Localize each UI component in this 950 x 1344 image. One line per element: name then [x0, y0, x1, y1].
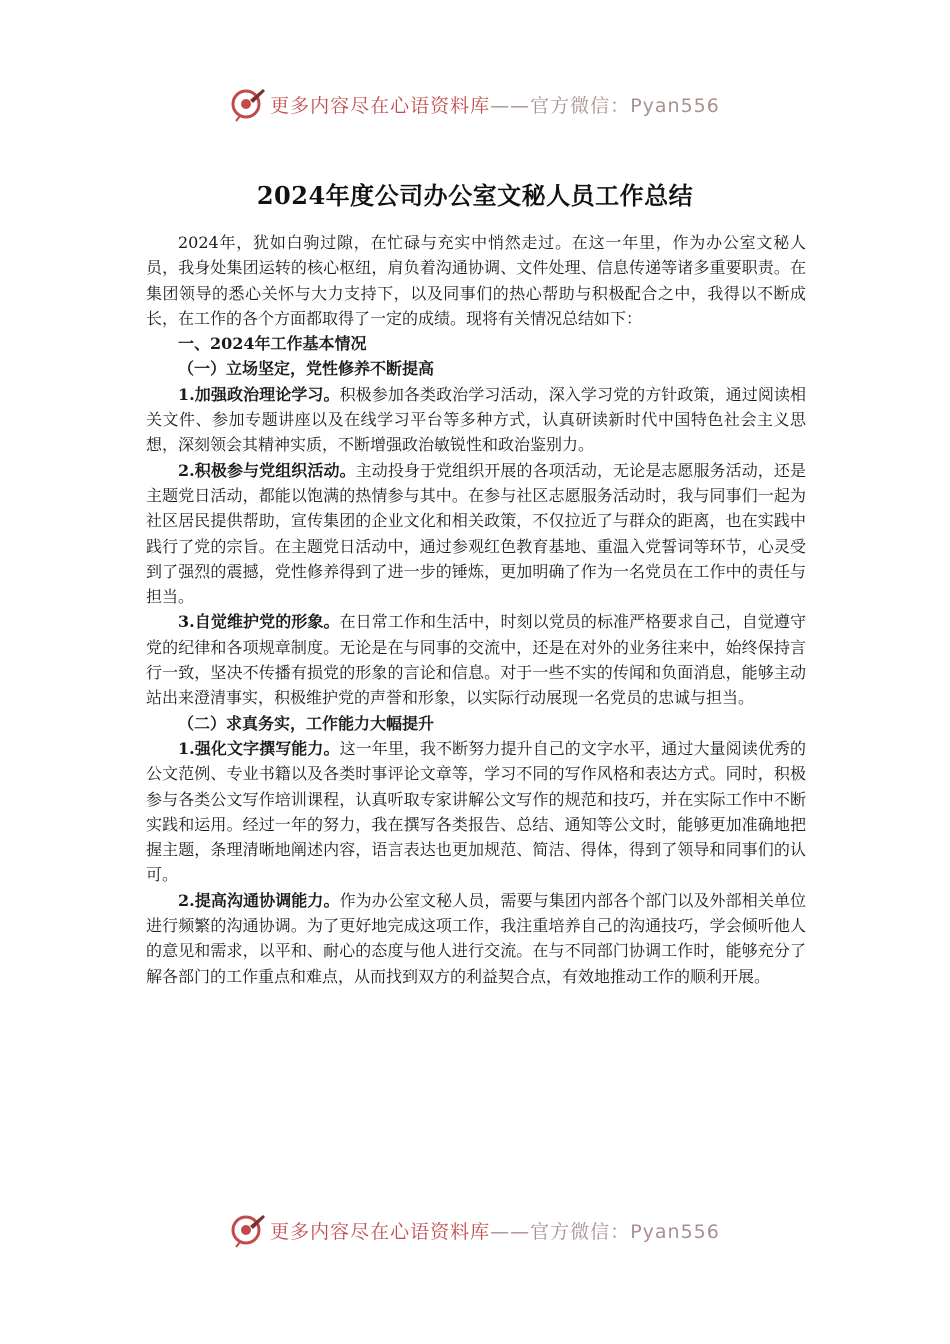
subsection-heading-1: （一）立场坚定，党性修养不断提高: [178, 359, 435, 379]
item-text: 这一年里，我不断努力提升自己的文字水平，通过大量阅读优秀的公文范例、专业书籍以及各类时事评论文章等，学习不同的写作风格和表达方式。同时，积极参与各类公文写作培训课程，认真听取专家讲解公文写作的规范和技巧，并在实际工作中不断实践和运用。经过一年的努力，我在撰写各类报告、总结、通知等公文时，能够更加准确地把握主题，条理清晰地阐述内容，语言表达也更加规范、简洁、得体，得到了领导和同事们的认可。: [146, 738, 806, 885]
item-paragraph: [146, 382, 806, 458]
watermark-separator: ——: [490, 94, 531, 117]
watermark-text: [270, 1217, 720, 1244]
item-paragraph: [146, 458, 806, 610]
subsection-heading-2: （二）求真务实，工作能力大幅提升: [178, 713, 435, 733]
intro-paragraph: 2024年，犹如白驹过隙，在忙碌与充实中悄然走过。在这一年里，作为办公室文秘人员，我身处集团运转的核心枢纽，肩负着沟通协调、文件处理、信息传递等诸多重要职责。在集团领导的悉心关怀与大力支持下，以及同事们的热心帮助与积极配合之中，我得以不断成长，在工作的各个方面都取得了一定的成绩。现将有关情况总结如下：: [146, 233, 806, 328]
item-text: 作为办公室文秘人员，需要与集团内部各个部门以及外部相关单位进行频繁的沟通协调。为了更好地完成这项工作，我注重培养自己的沟通技巧，学会倾听他人的意见和需求，以平和、耐心的态度与他人进行交流。在与不同部门协调工作时，能够充分了解各部门的工作重点和难点，从而找到双方的利益契合点，有效地推动工作的顺利开展。: [146, 890, 806, 986]
item-lead: 1.强化文字撰写能力。: [178, 738, 340, 758]
pen-logo-icon: [230, 86, 266, 122]
item-paragraph: [146, 888, 806, 989]
watermark-brand: 更多内容尽在心语资料库: [270, 94, 491, 117]
watermark-text: [270, 91, 720, 118]
watermark-banner-top: [0, 82, 950, 126]
section-heading: 一、2024年工作基本情况: [178, 334, 367, 354]
document-body: [146, 230, 806, 989]
item-text: 主动投身于党组织开展的各项活动，无论是志愿服务活动，还是主题党日活动，都能以饱满的热情参与其中。在参与社区志愿服务活动时，我与同事们一起为社区居民提供帮助，宣传集团的企业文化和相关政策，不仅拉近了与群众的距离，也在实践中践行了党的宗旨。在主题党日活动中，通过参观红色教育基地、重温入党誓词等环节，心灵受到了强烈的震撼，党性修养得到了进一步的锤炼，更加明确了作为一名党员在工作中的责任与担当。: [146, 460, 806, 607]
item-paragraph: [146, 609, 806, 710]
watermark-contact-label: 官方微信：: [530, 94, 631, 117]
watermark-contact-id: Pyan556: [630, 1220, 720, 1243]
item-text: 积极参加各类政治学习活动，深入学习党的方针政策，通过阅读相关文件、参加专题讲座以及在线学习平台等多种方式，认真研读新时代中国特色社会主义思想，深刻领会其精神实质，不断增强政治敏锐性和政治鉴别力。: [146, 384, 806, 455]
watermark-banner-bottom: [0, 1208, 950, 1252]
watermark-brand: 更多内容尽在心语资料库: [270, 1220, 491, 1243]
watermark-separator: ——: [490, 1220, 531, 1243]
item-paragraph: [146, 736, 806, 888]
item-lead: 2.积极参与党组织活动。: [178, 460, 356, 480]
item-lead: 1.加强政治理论学习。: [178, 384, 340, 404]
item-lead: 3.自觉维护党的形象。: [178, 612, 340, 632]
document-title: 2024年度公司办公室文秘人员工作总结: [256, 181, 694, 210]
watermark-contact-id: Pyan556: [630, 94, 720, 117]
pen-logo-icon: [230, 1212, 266, 1248]
item-text: 在日常工作和生活中，时刻以党员的标准严格要求自己，自觉遵守党的纪律和各项规章制度。无论是在与同事的交流中，还是在对外的业务往来中，始终保持言行一致，坚决不传播有损党的形象的言论和信息。对于一些不实的传闻和负面消息，能够主动站出来澄清事实，积极维护党的声誉和形象，以实际行动展现一名党员的忠诚与担当。: [146, 612, 806, 708]
watermark-contact-label: 官方微信：: [530, 1220, 631, 1243]
item-lead: 2.提高沟通协调能力。: [178, 890, 340, 910]
